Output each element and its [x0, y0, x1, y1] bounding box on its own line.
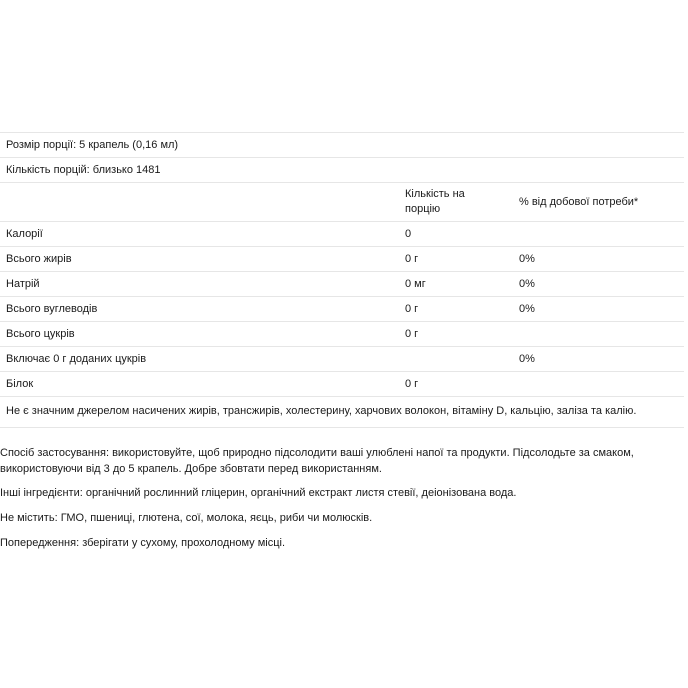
nutrient-dv: 0%: [519, 253, 535, 265]
nutrient-amount: 0 г: [405, 328, 419, 340]
table-row: [0, 221, 684, 246]
servings-per-container-row: [0, 157, 684, 182]
header-amount-cell: [405, 187, 519, 217]
nutrient-name: Натрій: [6, 278, 40, 290]
table-row: [0, 346, 684, 371]
nutrient-name: Всього цукрів: [6, 328, 75, 340]
serving-size-row: [0, 132, 684, 157]
footnote: Не є значним джерелом насичених жирів, трансжирів, холестерину, харчових волокон, вітаміну D, кальцію, заліза та калію.: [0, 396, 684, 428]
table-row: [0, 271, 684, 296]
table-header-row: [0, 182, 684, 221]
other-ingredients: Інші інгредієнти: органічний рослинний гліцерин, органічний екстракт листя стевії, деіонізована вода.: [0, 487, 517, 499]
nutrient-amount: 0: [405, 228, 412, 240]
table-row: [0, 321, 684, 346]
nutrient-dv: 0%: [519, 353, 535, 365]
nutrient-dv: 0%: [519, 278, 535, 290]
table-row: [0, 296, 684, 321]
nutrient-amount: 0 г: [405, 303, 419, 315]
nutrient-name: Всього вуглеводів: [6, 303, 98, 315]
header-amount-line2: порцію: [405, 203, 441, 215]
usage-directions: Спосіб застосування: використовуйте, щоб природно підсолодити ваші улюблені напої та продукти. Підсолодьте за смаком, використовуючи від 3 до 5 крапель. Добре збовтати перед використанням.: [0, 447, 634, 475]
serving-size-text: Розмір порції: 5 крапель (0,16 мл): [6, 139, 179, 151]
nutrient-name: Всього жирів: [6, 253, 72, 265]
header-amount-line1: Кількість на: [405, 188, 465, 200]
table-row: [0, 371, 684, 396]
free-from-statement: Не містить: ГМО, пшениці, глютена, сої, молока, яєць, риби чи молюсків.: [0, 512, 373, 524]
nutrient-dv: 0%: [519, 303, 535, 315]
supplement-facts-table: [0, 132, 684, 428]
nutrient-name: Білок: [6, 378, 34, 390]
servings-per-container-text: Кількість порцій: близько 1481: [6, 164, 161, 176]
nutrient-amount: 0 г: [405, 253, 419, 265]
nutrient-name: Включає 0 г доданих цукрів: [6, 353, 147, 365]
header-dv-cell: % від добової потреби*: [519, 196, 639, 208]
table-row: [0, 246, 684, 271]
nutrient-amount: 0 мг: [405, 278, 426, 290]
nutrient-amount: 0 г: [405, 378, 419, 390]
nutrient-name: Калорії: [6, 228, 43, 240]
warning-statement: Попередження: зберігати у сухому, прохолодному місці.: [0, 537, 286, 549]
